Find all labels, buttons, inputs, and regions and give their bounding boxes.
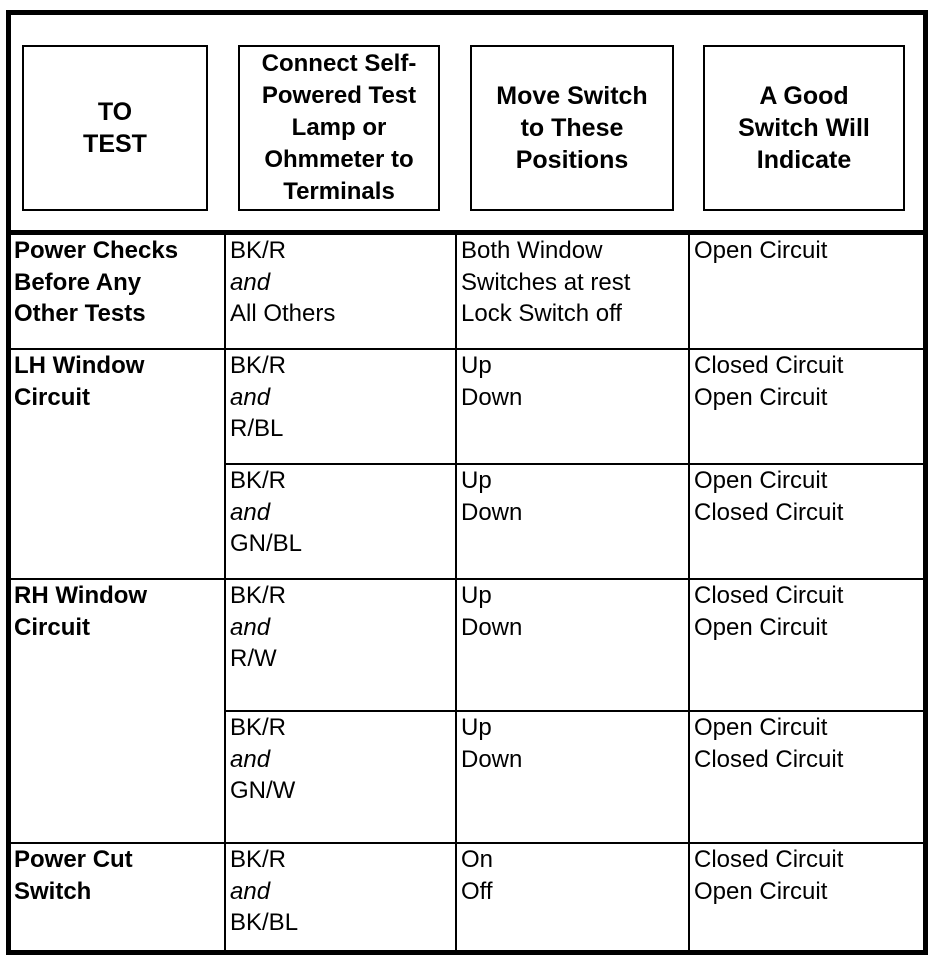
- cell-line: Down: [461, 613, 523, 641]
- header-to-test: [22, 45, 208, 211]
- indicate-cell: [694, 465, 843, 528]
- indicate-cell: [694, 844, 843, 907]
- table-body: [11, 235, 923, 950]
- cell-line: Closed Circuit: [694, 745, 844, 773]
- header-line: Positions: [515, 146, 629, 174]
- cell-line: BK/R: [230, 467, 287, 494]
- cell-line: BK/R: [230, 352, 287, 379]
- test-cell-rh-window: [14, 580, 147, 643]
- cell-line: BK/R: [230, 237, 287, 264]
- cell-line: Up: [461, 352, 492, 379]
- cell-line: and: [230, 877, 271, 905]
- cell-line: Closed Circuit: [694, 498, 844, 526]
- cell-line: Open Circuit: [694, 237, 828, 264]
- header-good-switch-indicate: [703, 45, 905, 211]
- cell-line: Up: [461, 467, 492, 494]
- terminals-cell: [230, 580, 286, 675]
- indicate-cell: [694, 350, 843, 413]
- cell-line: GN/W: [230, 777, 296, 804]
- cell-line: Open Circuit: [694, 613, 828, 641]
- positions-cell: [461, 465, 522, 528]
- header-line: Switch Will: [738, 114, 870, 142]
- cell-line: and: [230, 613, 271, 641]
- header-connect-terminals: [238, 45, 440, 211]
- terminals-cell: [230, 235, 335, 330]
- positions-cell: [461, 712, 522, 775]
- cell-line: Lock Switch off: [461, 300, 622, 327]
- indicate-cell: [694, 235, 827, 267]
- indicate-cell: [694, 580, 843, 643]
- terminals-cell: [230, 712, 295, 807]
- terminals-cell: [230, 465, 302, 560]
- cell-line: Up: [461, 582, 492, 609]
- header-line: Move Switch: [496, 82, 648, 110]
- cell-line: Circuit: [14, 383, 91, 411]
- indicate-cell: [694, 712, 843, 775]
- header-line: Ohmmeter to: [264, 146, 414, 173]
- cell-line: RH Window: [14, 582, 148, 609]
- cell-line: Before Any: [14, 268, 142, 296]
- cell-line: BK/BL: [230, 909, 299, 936]
- table-header: [11, 15, 923, 235]
- cell-line: LH Window: [14, 352, 145, 379]
- cell-line: and: [230, 745, 271, 773]
- header-line: A Good: [759, 82, 849, 110]
- header-line: Connect Self-: [261, 50, 417, 77]
- cell-line: R/BL: [230, 415, 284, 442]
- cell-line: Open Circuit: [694, 467, 828, 494]
- cell-line: Closed Circuit: [694, 582, 844, 609]
- cell-line: and: [230, 498, 271, 526]
- cell-line: All Others: [230, 300, 336, 327]
- cell-line: BK/R: [230, 582, 287, 609]
- header-line: Terminals: [283, 178, 395, 205]
- cell-line: Open Circuit: [694, 877, 828, 905]
- cell-line: Open Circuit: [694, 383, 828, 411]
- header-line: to These: [520, 114, 624, 142]
- header-line: Indicate: [756, 146, 852, 174]
- cell-line: Circuit: [14, 613, 91, 641]
- header-line: TO: [97, 98, 133, 126]
- cell-line: BK/R: [230, 846, 287, 873]
- cell-line: Closed Circuit: [694, 352, 844, 379]
- positions-cell: [461, 580, 522, 643]
- cell-line: Down: [461, 745, 523, 773]
- cell-line: and: [230, 268, 271, 296]
- cell-line: Other Tests: [14, 300, 146, 327]
- positions-cell: [461, 235, 630, 330]
- header-line: Lamp or: [291, 114, 387, 141]
- cell-line: Power Cut: [14, 846, 133, 873]
- header-line: TEST: [83, 130, 147, 158]
- positions-cell: [461, 844, 493, 907]
- cell-line: Both Window: [461, 237, 603, 264]
- cell-line: Closed Circuit: [694, 846, 844, 873]
- cell-line: BK/R: [230, 714, 287, 741]
- test-cell-power-checks: [14, 235, 178, 330]
- header-switch-positions: [470, 45, 674, 211]
- cell-line: On: [461, 846, 494, 873]
- cell-line: Down: [461, 498, 523, 526]
- switch-test-table: [6, 10, 928, 955]
- header-line: Powered Test: [261, 82, 417, 109]
- cell-line: Down: [461, 383, 523, 411]
- cell-line: Power Checks: [14, 237, 179, 264]
- test-cell-power-cut: [14, 844, 133, 907]
- positions-cell: [461, 350, 522, 413]
- cell-line: R/W: [230, 645, 277, 672]
- test-cell-lh-window: [14, 350, 144, 413]
- cell-line: Open Circuit: [694, 714, 828, 741]
- cell-line: Up: [461, 714, 492, 741]
- terminals-cell: [230, 350, 286, 445]
- cell-line: Switch: [14, 877, 92, 905]
- cell-line: Off: [461, 877, 493, 905]
- cell-line: Switches at rest: [461, 268, 631, 296]
- cell-line: and: [230, 383, 271, 411]
- cell-line: GN/BL: [230, 530, 303, 557]
- terminals-cell: [230, 844, 298, 939]
